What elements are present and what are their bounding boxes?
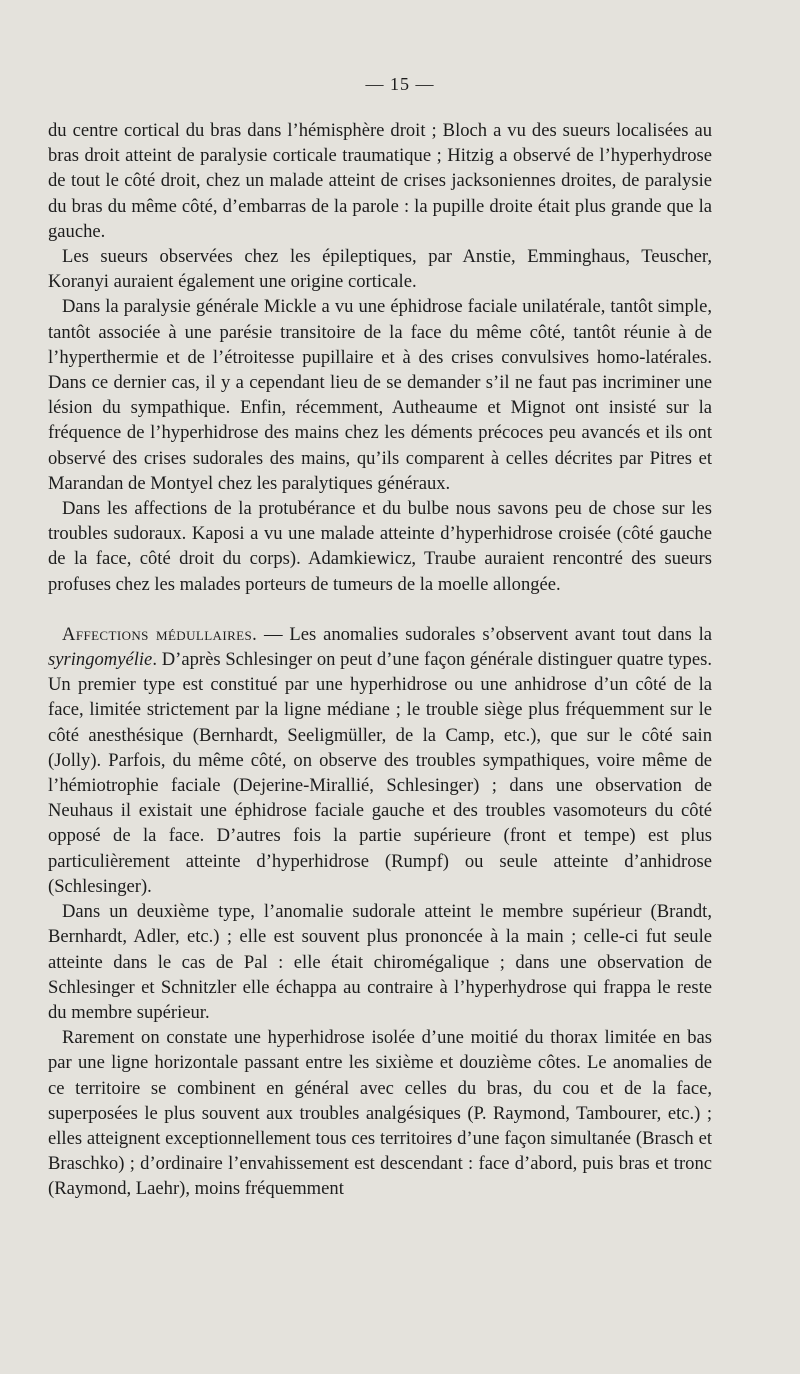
section-spacer [48,597,712,622]
section-heading: Affections médullaires. [62,623,258,645]
page-number: — 15 — [365,74,435,94]
section-body-text: . D’après Schlesinger on peut d’une façon générale distinguer quatre types. Un premier type est constitué par une hyperhidrose ou une anhidrose d’un côté de la face, limitée strictement par la ligne médiane ; le trouble siège plus fréquemment sur le côté anesthésique (Bernhardt, Seeligmüller, de la Camp, etc.), que sur le côté sain (Jolly). Parfois, du même côté, on observe des troubles sympathiques, voire même de l’hémiotrophie faciale (Dejerine-Mirallié, Schlesinger) ; dans une observation de Neuhaus il existait une éphidrose faciale gauche et des troubles vasomoteurs du côté opposé de la face. D’autres fois la partie supérieure (front et tempe) est plus particulièrement atteinte d’hyperhidrose (Rumpf) ou seule atteinte d’anhidrose (Schlesinger). [48,649,712,897]
paragraph-medullary-affections [48,622,712,899]
section-lead-text: Les anomalies sudorales s’observent avant tout dans la [289,623,712,645]
paragraph-continuation: du centre cortical du bras dans l’hémisphère droit ; Bloch a vu des sueurs localisées au bras droit atteint de paralysie corticale traumatique ; Hitzig a observé de l’hyperhydrose de tout le côté droit, chez un malade atteint de crises jacksoniennes droites, de paralysie du bras du même côté, d’embarras de la parole : la pupille droite était plus grande que la gauche. [48,120,712,242]
paragraph-epileptics: Les sueurs observées chez les épileptiques, par Anstie, Emminghaus, Teuscher, Koranyi auraient également une origine corticale. [48,246,712,293]
paragraph-thorax: Rarement on constate une hyperhidrose isolée d’une moitié du thorax limitée en bas par une ligne horizontale passant entre les sixième et douzième côtes. Le anomalies de ce territoire se combinent en général avec celles du bras, du cou et de la face, superposées le plus souvent aux troubles analgésiques (P. Raymond, Tambourer, etc.) ; elles atteignent exceptionnellement tous ces territoires d’une façon simultanée (Brasch et Braschko) ; d’ordinaire l’envahissement est descendant : face d’abord, puis bras et tronc (Raymond, Laehr), moins fréquemment [48,1027,712,1200]
italic-term: syringomyélie [48,649,153,671]
section-dash: — [257,623,290,645]
paragraph-protuberance-bulb: Dans les affections de la protubérance et du bulbe nous savons peu de chose sur les troubles sudoraux. Kaposi a vu une malade atteinte d’hyperhidrose croisée (côté gauche de la face, côté droit du corps). Adamkiewicz, Traube auraient rencontré des sueurs profuses chez les malades porteurs de tumeurs de la moelle allongée. [48,498,712,595]
paragraph-second-type: Dans un deuxième type, l’anomalie sudorale atteint le membre supérieur (Brandt, Bernhardt, Adler, etc.) ; elle est souvent plus prononcée à la main ; celle-ci fut seule atteinte dans le cas de Pal : elle était chiromégalique ; dans une observation de Schlesinger et Schnitzler elle échappa au contraire à l’hyperhydrose qui frappa le reste du membre supérieur. [48,901,712,1023]
paragraph-general-paralysis: Dans la paralysie générale Mickle a vu une éphidrose faciale unilatérale, tantôt simple, tantôt associée à une parésie transitoire de la face du même côté, tantôt réunie à de l’hyperthermie et de l’étroitesse pupillaire et à des crises convulsives homo-latérales. Dans ce dernier cas, il y a cependant lieu de se demander s’il ne faut pas incriminer une lésion du sympathique. Enfin, récemment, Autheaume et Mignot ont insisté sur la fréquence de l’hyperhidrose des mains chez les déments précoces peu avancés et ils ont observé des crises sudorales des mains, qu’ils comparent à celles décrites par Pitres et Marandan de Montyel chez les paralytiques généraux. [48,296,712,494]
body-text [48,118,712,1202]
